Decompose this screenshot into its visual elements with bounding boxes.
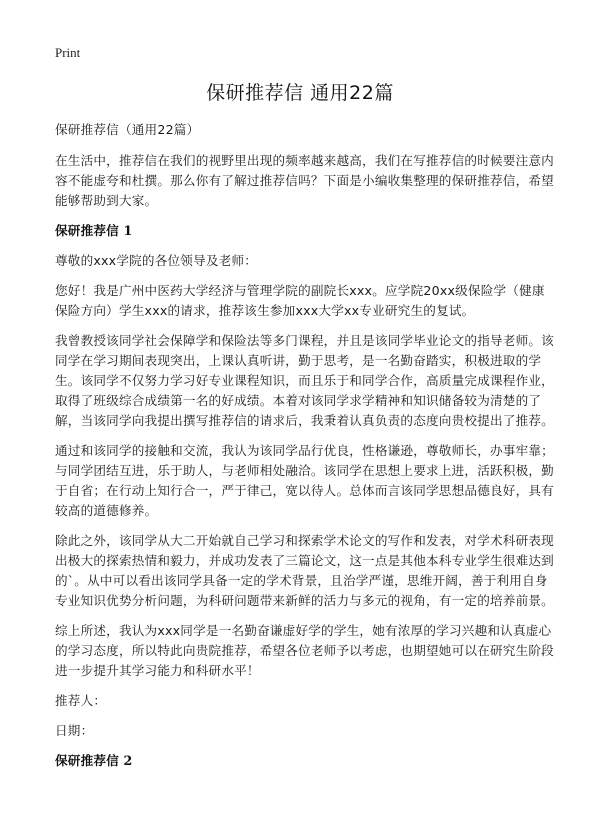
- section-heading: 保研推荐信 2: [55, 753, 133, 768]
- section-heading: 保研推荐信 1: [55, 223, 133, 238]
- document-subtitle: 保研推荐信（通用22篇）: [55, 122, 200, 137]
- print-link[interactable]: Print: [55, 45, 81, 60]
- recommender-label: 推荐人：: [55, 693, 107, 708]
- page-title: 保研推荐信 通用22篇: [206, 82, 394, 104]
- body-paragraph: 您好！我是广州中医药大学经济与管理学院的副院长xxx。应学院20xx级保险学（健康保险方向）学生xxx的请求，推荐该生参加xxx大学xx专业研究生的复试。: [55, 283, 545, 318]
- body-paragraph: 综上所述，我认为xxx同学是一名勤奋谦虚好学的学生，她有浓厚的学习兴趣和认真虚心的学习态度，所以特此向贵院推荐，希望各位老师予以考虑，也期望她可以在研究生阶段进一步提升其学习能力和科研水平！: [55, 623, 554, 678]
- date-label: 日期：: [55, 723, 94, 738]
- body-paragraph: 通过和该同学的接触和交流，我认为该同学品行优良，性格谦逊，尊敬师长，办事牢靠；与同学团结互进，乐于助人，与老师相处融洽。该同学在思想上要求上进，活跃积极，勤于自省；在行动上知行合一，严于律己，宽以待人。总体而言该同学思想品德良好，具有较高的道德修养。: [55, 443, 554, 518]
- document-body: [55, 120, 555, 781]
- intro-paragraph: 在生活中，推荐信在我们的视野里出现的频率越来越高，我们在写推荐信的时候要注意内容不能虚夸和杜撰。那么你有了解过推荐信吗？下面是小编收集整理的保研推荐信，希望能够帮助到大家。: [55, 153, 554, 208]
- body-paragraph: 我曾教授该同学社会保障学和保险法等多门课程，并且是该同学毕业论文的指导老师。该同学在学习期间表现突出，上课认真听讲，勤于思考，是一名勤奋踏实，积极进取的学生。该同学不仅努力学习好专业课程知识，而且乐于和同学合作，高质量完成课程作业，取得了班级综合成绩第一名的好成绩。本着对该同学求学精神和知识储备较为清楚的了解，当该同学向我提出撰写推荐信的请求后，我秉着认真负责的态度向贵校提出了推荐。: [55, 333, 554, 428]
- salutation: 尊敬的xxx学院的各位领导及老师：: [55, 253, 258, 268]
- body-paragraph: 除此之外，该同学从大二开始就自己学习和探索学术论文的写作和发表，对学术科研表现出极大的探索热情和毅力，并成功发表了三篇论文，这一点是其他本科专业学生很难达到的`。从中可以看出该同学具备一定的学术背景，且治学严谨，思维开阔，善于利用自身专业知识优势分析问题，为科研问题带来新鲜的活力与多元的视角，有一定的培养前景。: [55, 533, 554, 608]
